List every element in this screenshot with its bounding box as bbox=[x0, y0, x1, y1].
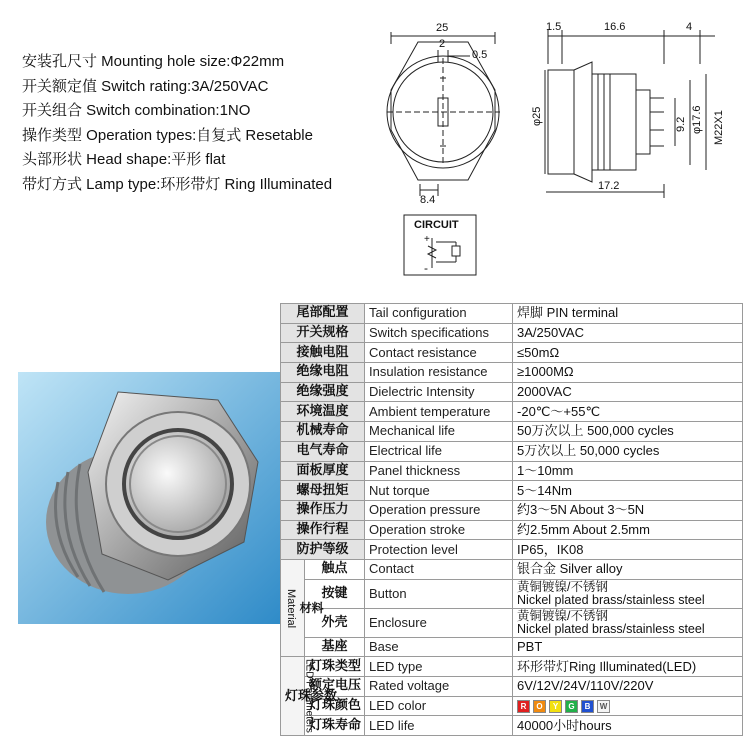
row-en-label: Insulation resistance bbox=[365, 363, 513, 383]
table-row bbox=[281, 500, 743, 520]
row-en-label: Tail configuration bbox=[365, 304, 513, 324]
row-cn-label: 灯珠类型 bbox=[305, 657, 365, 677]
row-cn-label: 绝缘电阻 bbox=[281, 363, 365, 383]
side-view-head bbox=[548, 70, 574, 174]
row-value: 50万次以上 500,000 cycles bbox=[513, 422, 743, 442]
row-en-label: Enclosure bbox=[365, 608, 513, 637]
row-cn-label: 尾部配置 bbox=[281, 304, 365, 324]
table-row bbox=[281, 657, 743, 677]
table-row bbox=[281, 422, 743, 442]
spec-cn: 带灯方式 bbox=[22, 175, 83, 193]
row-en-label: Contact bbox=[365, 559, 513, 579]
row-cn-label: 环境温度 bbox=[281, 402, 365, 422]
table-row bbox=[281, 696, 743, 716]
spec-en: Operation types:自复式 Resetable bbox=[82, 126, 313, 144]
row-cn-label: 基座 bbox=[305, 637, 365, 657]
row-en-label: Dielectric Intensity bbox=[365, 382, 513, 402]
spec-table bbox=[280, 303, 743, 736]
table-row bbox=[281, 677, 743, 697]
row-value: 2000VAC bbox=[513, 382, 743, 402]
row-en-label: Switch specifications bbox=[365, 323, 513, 343]
row-en-label: Rated voltage bbox=[365, 677, 513, 697]
row-cn-label: 螺母扭矩 bbox=[281, 481, 365, 501]
table-row bbox=[281, 441, 743, 461]
spec-en: Mounting hole size:Φ22mm bbox=[97, 53, 285, 70]
table-row bbox=[281, 323, 743, 343]
row-value: 约3～5N About 3～5N bbox=[513, 500, 743, 520]
led-color-blue: B bbox=[581, 700, 594, 713]
row-value: PBT bbox=[513, 637, 743, 657]
row-en-label: Operation stroke bbox=[365, 520, 513, 540]
row-cn-label: 电气寿命 bbox=[281, 441, 365, 461]
row-cn-label: 按键 bbox=[305, 579, 365, 608]
table-row bbox=[281, 363, 743, 383]
spec-cn: 操作类型 bbox=[22, 126, 83, 144]
side-view-body bbox=[592, 74, 636, 170]
row-cn-label: 灯珠寿命 bbox=[305, 716, 365, 736]
table-row bbox=[281, 608, 743, 637]
row-en-label: LED life bbox=[365, 716, 513, 736]
row-en-label: Base bbox=[365, 637, 513, 657]
row-value: 5～14Nm bbox=[513, 481, 743, 501]
led-color-yellow: Y bbox=[549, 700, 562, 713]
product-photo bbox=[18, 372, 280, 624]
row-cn-label: 防护等级 bbox=[281, 540, 365, 560]
row-cn-label: 外壳 bbox=[305, 608, 365, 637]
table-row bbox=[281, 716, 743, 736]
value-line-cn: 黄铜镀镍/不锈钢 bbox=[517, 609, 608, 624]
circuit-minus: - bbox=[424, 261, 428, 275]
row-cn-label: 操作行程 bbox=[281, 520, 365, 540]
table-row bbox=[281, 559, 743, 579]
dim-side-phi25: φ25 bbox=[531, 106, 543, 126]
material-group-label bbox=[281, 559, 324, 656]
row-cn-label: 额定电压 bbox=[305, 677, 365, 697]
dim-side-92: 9.2 bbox=[675, 116, 687, 132]
dim-front-width: 25 bbox=[436, 22, 449, 34]
row-en-label: Contact resistance bbox=[365, 343, 513, 363]
row-cn-label: 开关规格 bbox=[281, 323, 365, 343]
row-value: 5万次以上 50,000 cycles bbox=[513, 441, 743, 461]
table-row bbox=[281, 382, 743, 402]
row-en-label: Operation pressure bbox=[365, 500, 513, 520]
dim-side-166: 16.6 bbox=[604, 21, 626, 33]
row-value: ≤50mΩ bbox=[513, 343, 743, 363]
row-value: 焊脚 PIN terminal bbox=[513, 304, 743, 324]
spec-cn: 安装孔尺寸 bbox=[22, 53, 98, 70]
row-cn-label: 面板厚度 bbox=[281, 461, 365, 481]
row-value: -20℃～+55℃ bbox=[513, 402, 743, 422]
value-line-en: Nickel plated brass/stainless steel bbox=[517, 592, 705, 607]
row-value: 银合金 Silver alloy bbox=[513, 559, 743, 579]
dim-side-172: 17.2 bbox=[598, 180, 620, 192]
led-group-cn: 灯珠参数 bbox=[285, 688, 338, 704]
dim-side-176: φ17.6 bbox=[691, 105, 703, 134]
row-value bbox=[513, 579, 743, 608]
table-row bbox=[281, 637, 743, 657]
row-en-label: Ambient temperature bbox=[365, 402, 513, 422]
material-group-en: Material bbox=[285, 588, 297, 628]
led-color-swatches bbox=[513, 696, 743, 716]
row-cn-label: 操作压力 bbox=[281, 500, 365, 520]
table-row bbox=[281, 343, 743, 363]
row-cn-label: 灯珠颜色 bbox=[305, 696, 365, 716]
row-value: 3A/250VAC bbox=[513, 323, 743, 343]
row-value: 1～10mm bbox=[513, 461, 743, 481]
led-color-red: R bbox=[517, 700, 530, 713]
table-row bbox=[281, 402, 743, 422]
led-group-en: LED Parameters bbox=[303, 659, 315, 734]
spec-en: Switch rating:3A/250VAC bbox=[97, 77, 269, 95]
spec-en: Lamp type:环形带灯 Ring Illuminated bbox=[82, 175, 333, 193]
row-en-label: LED color bbox=[365, 696, 513, 716]
dim-front-05: 0.5 bbox=[472, 49, 488, 61]
row-cn-label: 接触电阻 bbox=[281, 343, 365, 363]
row-value: ≥1000MΩ bbox=[513, 363, 743, 383]
row-value: 40000小时hours bbox=[513, 716, 743, 736]
technical-drawing bbox=[0, 0, 750, 300]
spec-cn: 开关组合 bbox=[22, 102, 83, 119]
row-value bbox=[513, 608, 743, 637]
value-line-en: Nickel plated brass/stainless steel bbox=[517, 621, 705, 636]
material-group-cn: 材料 bbox=[299, 600, 324, 615]
table-row bbox=[281, 540, 743, 560]
dim-side-thread: M22X1 bbox=[713, 110, 725, 145]
value-line-cn: 黄铜镀镍/不锈钢 bbox=[517, 580, 608, 595]
dim-front-2: 2 bbox=[439, 38, 446, 50]
led-color-green: G bbox=[565, 700, 578, 713]
row-en-label: Protection level bbox=[365, 540, 513, 560]
spec-cn: 开关额定值 bbox=[22, 77, 98, 95]
dim-side-15: 1.5 bbox=[546, 21, 562, 33]
led-color-orange: O bbox=[533, 700, 546, 713]
dim-side-4: 4 bbox=[686, 21, 693, 33]
table-row bbox=[281, 461, 743, 481]
table-row bbox=[281, 481, 743, 501]
row-value: IP65，IK08 bbox=[513, 540, 743, 560]
row-en-label: Button bbox=[365, 579, 513, 608]
table-row bbox=[281, 579, 743, 608]
led-color-white: W bbox=[597, 700, 610, 713]
table-row bbox=[281, 304, 743, 324]
row-value: 6V/12V/24V/110V/220V bbox=[513, 677, 743, 697]
row-cn-label: 触点 bbox=[305, 559, 365, 579]
circuit-label: CIRCUIT bbox=[414, 219, 459, 231]
row-en-label: Nut torque bbox=[365, 481, 513, 501]
row-en-label: LED type bbox=[365, 657, 513, 677]
row-en-label: Mechanical life bbox=[365, 422, 513, 442]
spec-cn: 头部形状 bbox=[22, 151, 83, 168]
row-value: 环形带灯Ring Illuminated(LED) bbox=[513, 657, 743, 677]
dim-front-84: 8.4 bbox=[420, 194, 436, 206]
row-cn-label: 绝缘强度 bbox=[281, 382, 365, 402]
table-row bbox=[281, 520, 743, 540]
circuit-plus: + bbox=[424, 234, 430, 245]
row-value: 约2.5mm About 2.5mm bbox=[513, 520, 743, 540]
row-cn-label: 机械寿命 bbox=[281, 422, 365, 442]
spec-en: Head shape:平形 flat bbox=[82, 151, 226, 168]
row-en-label: Panel thickness bbox=[365, 461, 513, 481]
row-en-label: Electrical life bbox=[365, 441, 513, 461]
spec-en: Switch combination:1NO bbox=[82, 102, 251, 119]
side-view-hex-nut bbox=[574, 62, 592, 182]
